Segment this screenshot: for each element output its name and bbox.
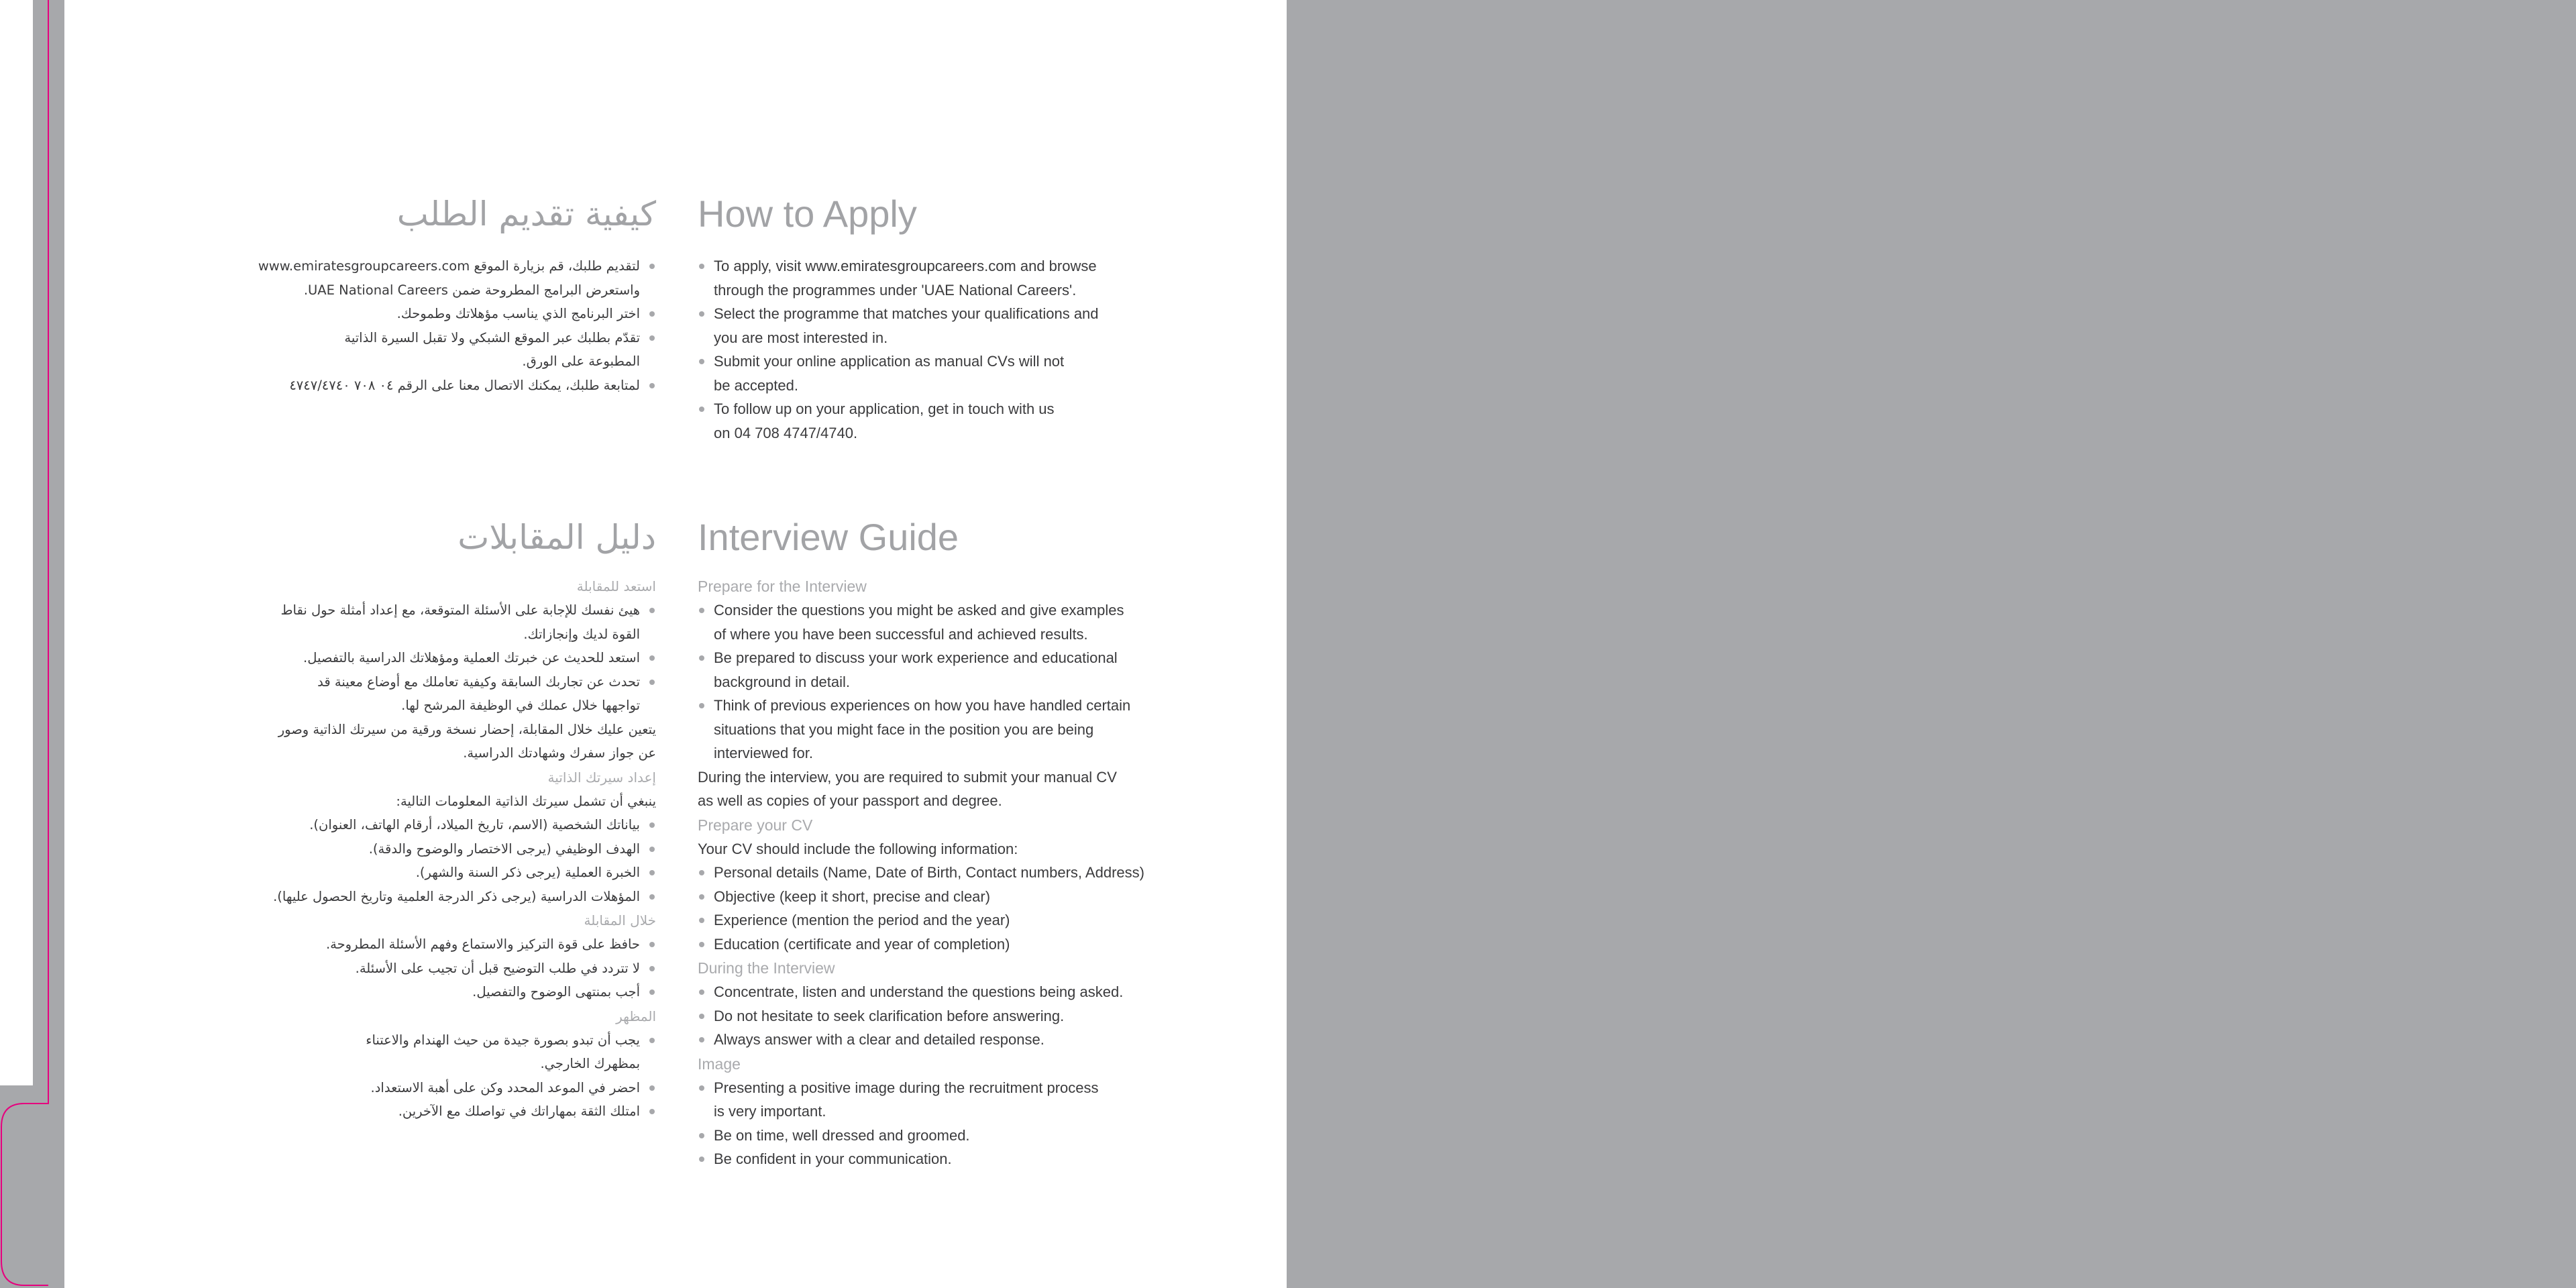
bullet-icon: [699, 359, 704, 364]
subheading: خلال المقابلة: [584, 912, 656, 928]
list-item: [698, 646, 1234, 694]
subheading: Image: [698, 1055, 741, 1073]
subheading: Prepare for the Interview: [698, 578, 867, 595]
bullet-icon: [649, 942, 655, 947]
list-item-text: تقدّم بطلبك عبر الموقع الشبكي ولا تقبل السيرة الذاتية المطبوعة على الورق.: [344, 329, 640, 369]
subheading: Prepare your CV: [698, 816, 813, 834]
list-item: [119, 1076, 656, 1100]
bullet-icon: [699, 918, 704, 923]
how-to-apply-ar: [119, 191, 656, 397]
bullet-icon: [649, 655, 655, 661]
bullet-icon: [699, 1133, 704, 1138]
bullet-icon: [699, 1085, 704, 1091]
list-item-text: الخبرة العملية (يرجى ذكر السنة والشهر).: [415, 865, 640, 880]
bullet-icon: [649, 847, 655, 852]
bullet-icon: [699, 989, 704, 995]
list-item-text: Experience (mention the period and the year): [714, 912, 1010, 928]
paragraph: During the interview, you are required to submit your manual CV as well as copies of your passport and degree.: [698, 768, 1117, 809]
list-item: [119, 813, 656, 837]
list-item-text: استعد للحديث عن خبرتك العملية ومؤهلاتك الدراسية بالتفصيل.: [303, 650, 640, 665]
list-item: [698, 1028, 1234, 1052]
bullet-icon: [699, 703, 704, 708]
bullet-icon: [649, 335, 655, 341]
list-item-text: Consider the questions you might be asked and give examples of where you have been successful and achieved results.: [714, 602, 1124, 643]
content-blocks: [698, 254, 1234, 445]
list-item-text: لتقديم طلبك، قم بزيارة الموقع www.emiratesgroupcareers.com واستعرض البرامج المطروحة ضمن UAE National Careers.: [258, 258, 640, 298]
list-item-text: Submit your online application as manual CVs will not be accepted.: [714, 353, 1065, 394]
section-title: كيفية تقديم الطلب: [396, 195, 656, 233]
list-item: [119, 646, 656, 670]
list-item-text: أجب بمنتهى الوضوح والتفصيل.: [472, 984, 640, 1000]
list-item-text: Be prepared to discuss your work experience and educational background in detail.: [714, 649, 1118, 690]
interview-guide-ar: [119, 514, 656, 1124]
bullet-icon: [649, 989, 655, 995]
trim-marks: [0, 0, 67, 1288]
interview-guide-en: [698, 514, 1234, 1171]
bullet-icon: [699, 942, 704, 947]
list-item: [119, 861, 656, 885]
list-item: [698, 1147, 1234, 1171]
subheading: استعد للمقابلة: [576, 578, 656, 594]
bullet-icon: [699, 264, 704, 269]
list-item: [119, 598, 656, 646]
bullet-icon: [649, 311, 655, 317]
list-item-text: To follow up on your application, get in touch with us on 04 708 4747/4740.: [714, 400, 1055, 441]
bullet-icon: [699, 608, 704, 613]
list-item-text: لمتابعة طلبك، يمكنك الاتصال معنا على الرقم ٠٤ ٧٠٨ ٤٧٤٧/٤٧٤٠: [289, 377, 640, 393]
list-item: [119, 1099, 656, 1124]
bullet-icon: [699, 870, 704, 875]
content-blocks: [119, 254, 656, 397]
subheading: إعداد سيرتك الذاتية: [547, 769, 656, 786]
brochure-page: [64, 0, 1287, 1288]
list-item-text: Select the programme that matches your qualifications and you are most interested in.: [714, 305, 1099, 346]
list-item: [698, 1124, 1234, 1148]
list-item: [119, 837, 656, 861]
list-item: [698, 598, 1234, 646]
list-item-text: Think of previous experiences on how you have handled certain situations that you might face in the position you are being interviewed for.: [714, 697, 1131, 761]
list-item-text: Objective (keep it short, precise and clear): [714, 888, 991, 905]
section-title: دليل المقابلات: [458, 518, 656, 557]
section-title: Interview Guide: [698, 516, 959, 558]
list-item: [119, 932, 656, 957]
list-item: [119, 670, 656, 718]
bullet-icon: [649, 383, 655, 388]
list-item: [698, 885, 1234, 909]
list-item: [698, 302, 1234, 350]
content-blocks: [119, 574, 656, 1124]
bullet-icon: [699, 407, 704, 412]
list-item: [698, 1004, 1234, 1028]
subheading: المظهر: [616, 1008, 656, 1024]
section-title: How to Apply: [698, 193, 917, 235]
list-item-text: Be on time, well dressed and groomed.: [714, 1126, 970, 1144]
list-item-text: Do not hesitate to seek clarification before answering.: [714, 1007, 1065, 1024]
list-item-text: لا تتردد في طلب التوضيح قبل أن تجيب على الأسئلة.: [355, 960, 640, 976]
bullet-icon: [699, 1014, 704, 1019]
list-item-text: Always answer with a clear and detailed response.: [714, 1031, 1044, 1048]
bullet-icon: [649, 264, 655, 269]
paragraph: ينبغي أن تشمل سيرتك الذاتية المعلومات التالية:: [396, 793, 656, 809]
list-item-text: تحدث عن تجاربك السابقة وكيفية تعاملك مع أوضاع معينة قد تواجهها خلال عملك في الوظيفة المرشح لها.: [317, 674, 640, 713]
list-item-text: امتلك الثقة بمهاراتك في تواصلك مع الآخرين.: [398, 1104, 640, 1119]
bullet-icon: [649, 680, 655, 685]
list-item-text: Concentrate, listen and understand the questions being asked.: [714, 983, 1124, 1000]
list-item-text: Be confident in your communication.: [714, 1150, 952, 1167]
bullet-icon: [649, 1085, 655, 1091]
bullet-icon: [649, 608, 655, 613]
list-item: [119, 1028, 656, 1076]
list-item: [698, 980, 1234, 1004]
list-item: [698, 861, 1234, 885]
bullet-icon: [649, 822, 655, 828]
list-item: [698, 694, 1234, 765]
bullet-icon: [649, 1038, 655, 1043]
list-item: [698, 254, 1234, 302]
paragraph: يتعين عليك خلال المقابلة، إحضار نسخة ورقية من سيرتك الذاتية وصور عن جواز سفرك وشهادتك الدراسية.: [278, 721, 656, 761]
list-item-text: احضر في الموعد المحدد وكن على أهبة الاستعداد.: [370, 1079, 640, 1095]
subheading: During the Interview: [698, 959, 835, 977]
list-item: [119, 957, 656, 981]
list-item-text: يجب أن تبدو بصورة جيدة من حيث الهندام والاعتناء بمظهرك الخارجي.: [366, 1032, 640, 1071]
list-item-text: المؤهلات الدراسية (يرجى ذكر الدرجة العلمية وتاريخ الحصول عليها).: [273, 888, 640, 904]
list-item: [698, 932, 1234, 957]
list-item-text: حافظ على قوة التركيز والاستماع وفهم الأسئلة المطروحة.: [325, 936, 640, 952]
list-item: [119, 885, 656, 909]
list-item: [119, 254, 656, 302]
list-item-text: بياناتك الشخصية (الاسم، تاريخ الميلاد، أرقام الهاتف، العنوان).: [309, 817, 640, 833]
paragraph: Your CV should include the following information:: [698, 840, 1018, 857]
list-item: [698, 397, 1234, 445]
list-item: [698, 1076, 1234, 1124]
bullet-icon: [699, 311, 704, 317]
list-item-text: Presenting a positive image during the recruitment process is very important.: [714, 1079, 1099, 1120]
bullet-icon: [699, 894, 704, 900]
list-item: [698, 908, 1234, 932]
list-item-text: اختر البرنامج الذي يناسب مؤهلاتك وطموحك.: [396, 306, 640, 321]
bullet-icon: [649, 894, 655, 900]
how-to-apply-en: [698, 191, 1234, 445]
bullet-icon: [649, 1109, 655, 1114]
list-item-text: الهدف الوظيفي (يرجى الاختصار والوضوح والدقة).: [368, 841, 640, 857]
list-item: [119, 374, 656, 398]
bullet-icon: [699, 1157, 704, 1162]
bullet-icon: [699, 1037, 704, 1042]
list-item-text: To apply, visit www.emiratesgroupcareers.com and browse through the programmes under 'UAE National Careers'.: [714, 258, 1097, 299]
bullet-icon: [649, 966, 655, 971]
content-blocks: [698, 574, 1234, 1171]
list-item-text: هيئ نفسك للإجابة على الأسئلة المتوقعة، مع إعداد أمثلة حول نقاط القوة لديك وإنجازاتك.: [280, 602, 640, 642]
list-item: [698, 350, 1234, 397]
list-item: [119, 302, 656, 326]
list-item: [119, 980, 656, 1004]
list-item-text: Education (certificate and year of completion): [714, 935, 1010, 953]
list-item-text: Personal details (Name, Date of Birth, Contact numbers, Address): [714, 864, 1144, 881]
bullet-icon: [699, 655, 704, 661]
list-item: [119, 326, 656, 374]
bullet-icon: [649, 870, 655, 875]
